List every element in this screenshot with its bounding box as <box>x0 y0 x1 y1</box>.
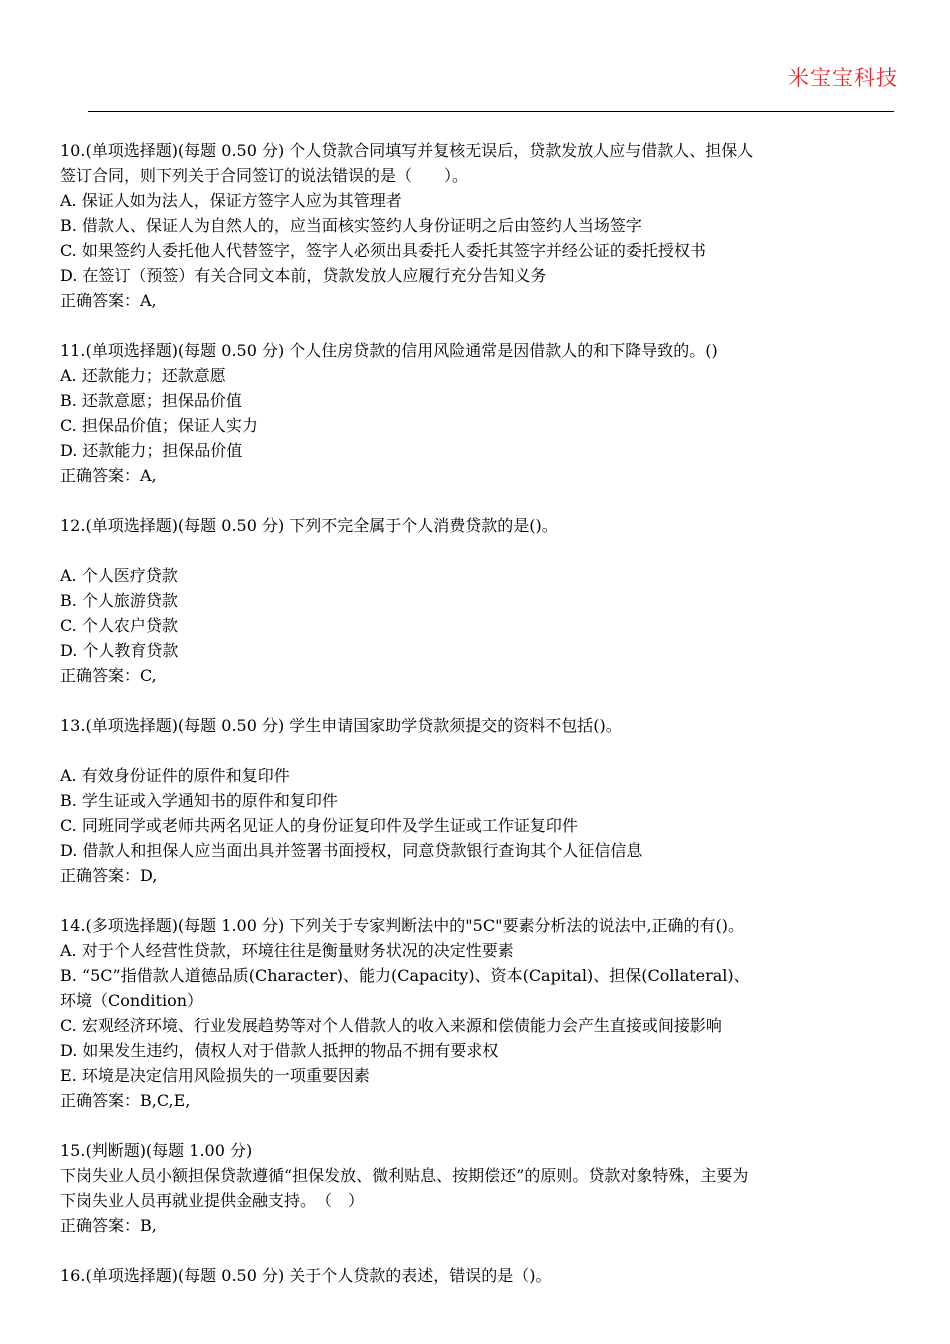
question-block <box>60 913 900 1113</box>
answer-option: D. 在签订（预签）有关合同文本前，贷款发放人应履行充分告知义务 <box>60 266 547 285</box>
answer-option: B. 还款意愿；担保品价值 <box>60 391 242 410</box>
answer-option: C. 个人农户贷款 <box>60 616 178 635</box>
answer-option: C. 同班同学或老师共两名见证人的身份证复印件及学生证或工作证复印件 <box>60 816 578 835</box>
question-spacer <box>60 888 900 913</box>
answer-option: E. 环境是决定信用风险损失的一项重要因素 <box>60 1066 370 1085</box>
question-spacer <box>60 313 900 338</box>
question-spacer <box>60 488 900 513</box>
answer-option: 环境（Condition） <box>60 991 204 1010</box>
question-stem: 15.(判断题)(每题 1.00 分) <box>60 1141 253 1160</box>
question-spacer <box>60 1113 900 1138</box>
question-block <box>60 513 900 688</box>
answer-option: D. 个人教育贷款 <box>60 641 179 660</box>
question-block <box>60 713 900 888</box>
answer-option: D. 如果发生违约，债权人对于借款人抵押的物品不拥有要求权 <box>60 1041 499 1060</box>
blank-line <box>60 738 900 763</box>
blank-line <box>60 538 900 563</box>
correct-answer: 正确答案：B,C,E, <box>60 1091 191 1110</box>
question-block <box>60 338 900 488</box>
question-block <box>60 1263 900 1288</box>
question-stem: 13.(单项选择题)(每题 0.50 分) 学生申请国家助学贷款须提交的资料不包括()。 <box>60 716 622 735</box>
question-block <box>60 1138 900 1238</box>
answer-option: C. 宏观经济环境、行业发展趋势等对个人借款人的收入来源和偿债能力会产生直接或间接影响 <box>60 1016 722 1035</box>
answer-option: B. “5C”指借款人道德品质(Character)、能力(Capacity)、资本(Capital)、担保(Collateral)、 <box>60 966 750 985</box>
correct-answer: 正确答案：D, <box>60 866 158 885</box>
question-stem: 12.(单项选择题)(每题 0.50 分) 下列不完全属于个人消费贷款的是()。 <box>60 516 558 535</box>
question-stem: 11.(单项选择题)(每题 0.50 分) 个人住房贷款的信用风险通常是因借款人的和下降导致的。() <box>60 341 718 360</box>
correct-answer: 正确答案：A, <box>60 291 157 310</box>
answer-option: B. 学生证或入学通知书的原件和复印件 <box>60 791 338 810</box>
question-stem: 签订合同，则下列关于合同签订的说法错误的是（ ）。 <box>60 166 469 185</box>
question-spacer <box>60 1238 900 1263</box>
answer-option: A. 对于个人经营性贷款，环境往往是衡量财务状况的决定性要素 <box>60 941 514 960</box>
correct-answer: 正确答案：B, <box>60 1216 157 1235</box>
answer-option: B. 借款人、保证人为自然人的，应当面核实签约人身份证明之后由签约人当场签字 <box>60 216 642 235</box>
answer-option: D. 借款人和担保人应当面出具并签署书面授权，同意贷款银行查询其个人征信信息 <box>60 841 643 860</box>
question-stem: 16.(单项选择题)(每题 0.50 分) 关于个人贷款的表述，错误的是（)。 <box>60 1266 552 1285</box>
correct-answer: 正确答案：A, <box>60 466 157 485</box>
answer-option: C. 如果签约人委托他人代替签字，签字人必须出具委托人委托其签字并经公证的委托授权书 <box>60 241 706 260</box>
brand-name: 米宝宝科技 <box>788 66 898 90</box>
answer-option: D. 还款能力；担保品价值 <box>60 441 243 460</box>
question-stem: 下岗失业人员再就业提供金融支持。 （ ） <box>60 1191 365 1210</box>
answer-option: A. 还款能力；还款意愿 <box>60 366 226 385</box>
question-stem: 10.(单项选择题)(每题 0.50 分) 个人贷款合同填写并复核无误后，贷款发放人应与借款人、担保人 <box>60 141 754 160</box>
answer-option: B. 个人旅游贷款 <box>60 591 178 610</box>
answer-option: A. 有效身份证件的原件和复印件 <box>60 766 290 785</box>
question-block <box>60 138 900 313</box>
question-list <box>60 138 900 1288</box>
question-spacer <box>60 688 900 713</box>
answer-option: C. 担保品价值；保证人实力 <box>60 416 258 435</box>
question-stem: 14.(多项选择题)(每题 1.00 分) 下列关于专家判断法中的"5C"要素分析法的说法中,正确的有()。 <box>60 916 745 935</box>
question-stem: 下岗失业人员小额担保贷款遵循“担保发放、微利贴息、按期偿还”的原则。贷款对象特殊，主要为 <box>60 1166 749 1185</box>
correct-answer: 正确答案：C, <box>60 666 157 685</box>
answer-option: A. 保证人如为法人，保证方签字人应为其管理者 <box>60 191 402 210</box>
header-divider <box>88 111 894 112</box>
answer-option: A. 个人医疗贷款 <box>60 566 178 585</box>
